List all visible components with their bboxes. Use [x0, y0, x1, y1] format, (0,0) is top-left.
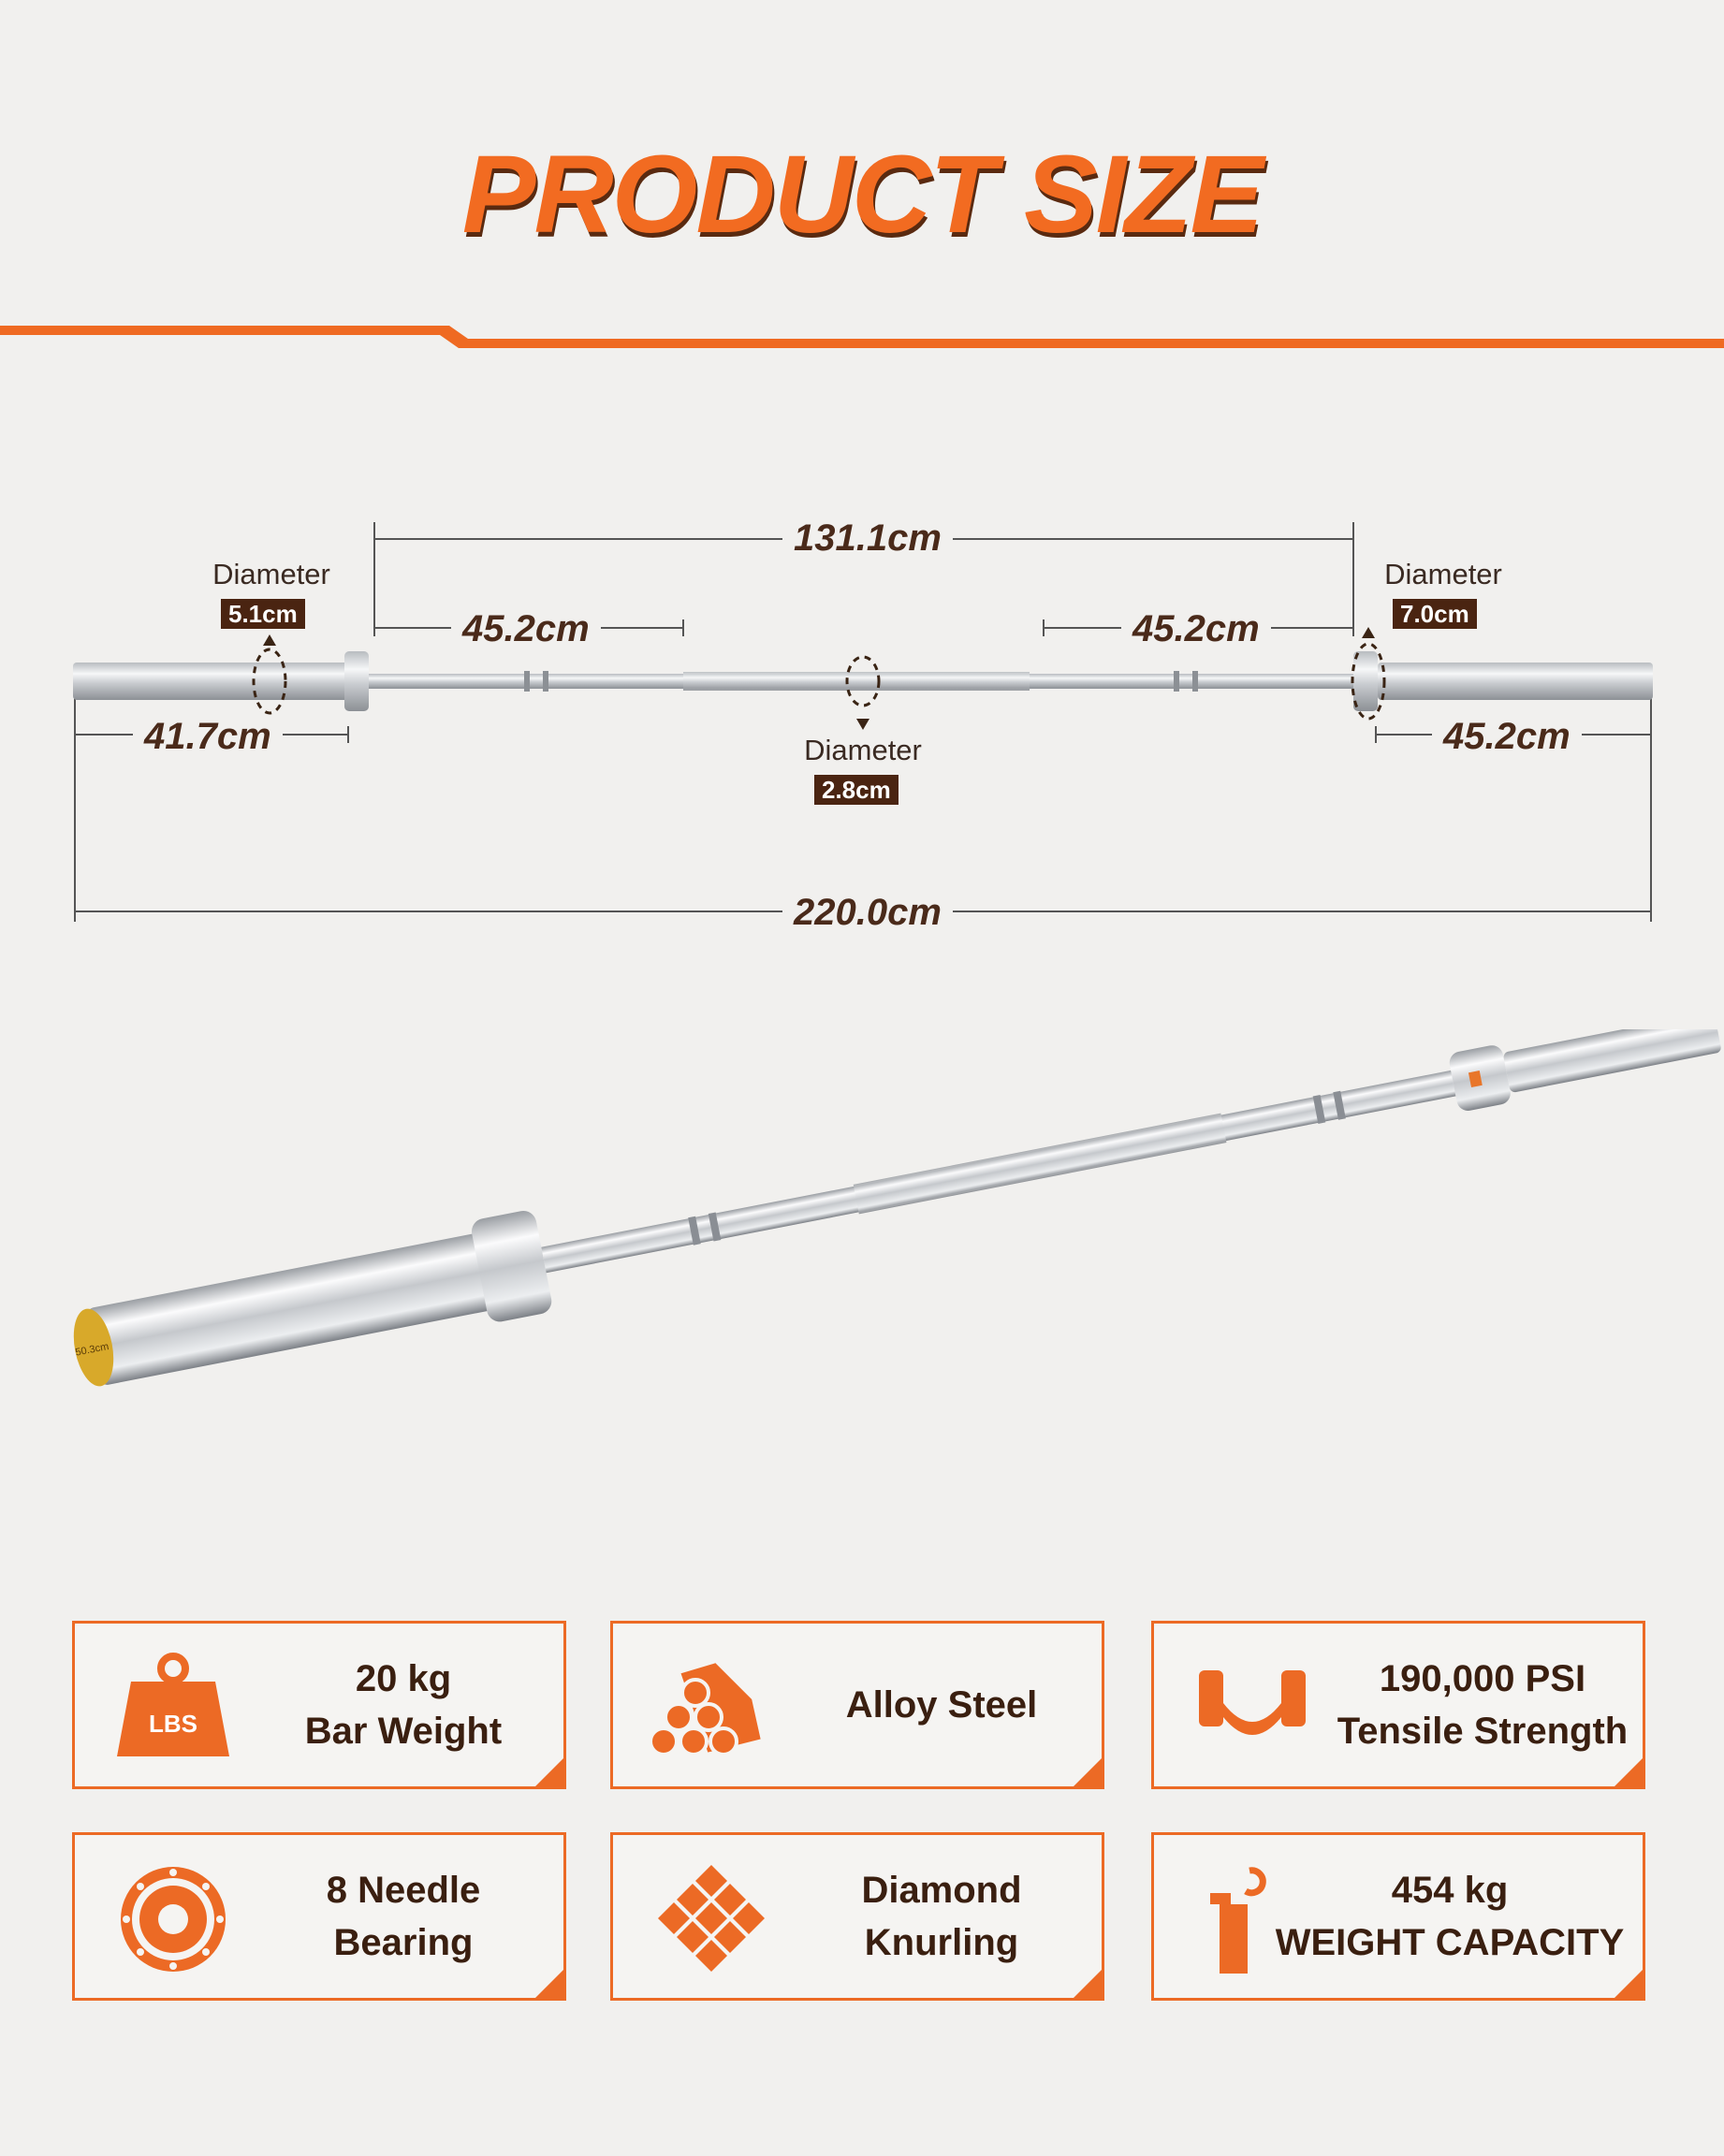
steel-bars-icon [650, 1652, 772, 1764]
left-collar [344, 651, 369, 711]
tensile-label: Tensile Strength [1337, 1711, 1629, 1752]
right-collar [1353, 651, 1378, 711]
card-corner [533, 1967, 566, 2001]
card-corner [1612, 1967, 1645, 2001]
dim-left-sleeve: 41.7cm [133, 716, 283, 757]
bar-weight-label: Bar Weight [304, 1711, 503, 1752]
capacity-value: 454 kg [1391, 1870, 1509, 1911]
card-corner [1071, 1967, 1104, 2001]
left-diameter-label: Diameter [212, 558, 330, 590]
lbs-label: LBS [149, 1710, 197, 1738]
orange-divider [0, 318, 1724, 356]
feature-card-weight-capacity [1151, 1832, 1645, 2001]
left-diameter-value: 5.1cm [221, 599, 305, 629]
feature-card-alloy-steel [610, 1621, 1104, 1789]
right-diameter-value: 7.0cm [1393, 599, 1477, 629]
bearing-label: Bearing [333, 1922, 474, 1963]
dim-right-sleeve: 45.2cm [1432, 716, 1582, 757]
dim-right-shaft: 45.2cm [1121, 608, 1271, 649]
dumbbell-icon [1191, 1652, 1313, 1764]
card-corner [533, 1755, 566, 1789]
bar-weight-value: 20 kg [355, 1658, 452, 1699]
end-cap-text: 50.3cm [74, 1341, 110, 1359]
card-corner [1071, 1755, 1104, 1789]
dim-inner-span: 131.1cm [782, 517, 953, 559]
feature-card-tensile-strength [1151, 1621, 1645, 1789]
tensile-value: 190,000 PSI [1379, 1658, 1586, 1699]
dim-left-shaft: 45.2cm [451, 608, 601, 649]
barbell-photo [0, 1029, 1724, 1422]
feature-card-bearing [72, 1832, 566, 2001]
bearing-icon [112, 1863, 234, 1975]
material-label: Alloy Steel [845, 1684, 1038, 1726]
right-diameter-label: Diameter [1384, 558, 1502, 590]
page-title: PRODUCT SIZE [461, 133, 1263, 256]
center-diameter-label: Diameter [804, 734, 922, 766]
card-corner [1612, 1755, 1645, 1789]
knurling-line1: Diamond [861, 1870, 1022, 1911]
left-sleeve [73, 663, 352, 700]
feature-card-knurling [610, 1832, 1104, 2001]
diamond-knurling-icon [650, 1863, 772, 1975]
right-sleeve [1378, 663, 1653, 700]
capacity-label: WEIGHT CAPACITY [1275, 1922, 1625, 1963]
right-sleeve-3d [1503, 1029, 1722, 1093]
knurling-line2: Knurling [864, 1922, 1019, 1963]
weight-lbs-icon [112, 1652, 234, 1764]
dim-total-length: 220.0cm [782, 892, 953, 933]
feature-card-bar-weight [72, 1621, 566, 1789]
left-sleeve-3d [86, 1232, 496, 1387]
center-diameter-value: 2.8cm [814, 775, 899, 805]
bearing-value: 8 Needle [326, 1870, 481, 1911]
